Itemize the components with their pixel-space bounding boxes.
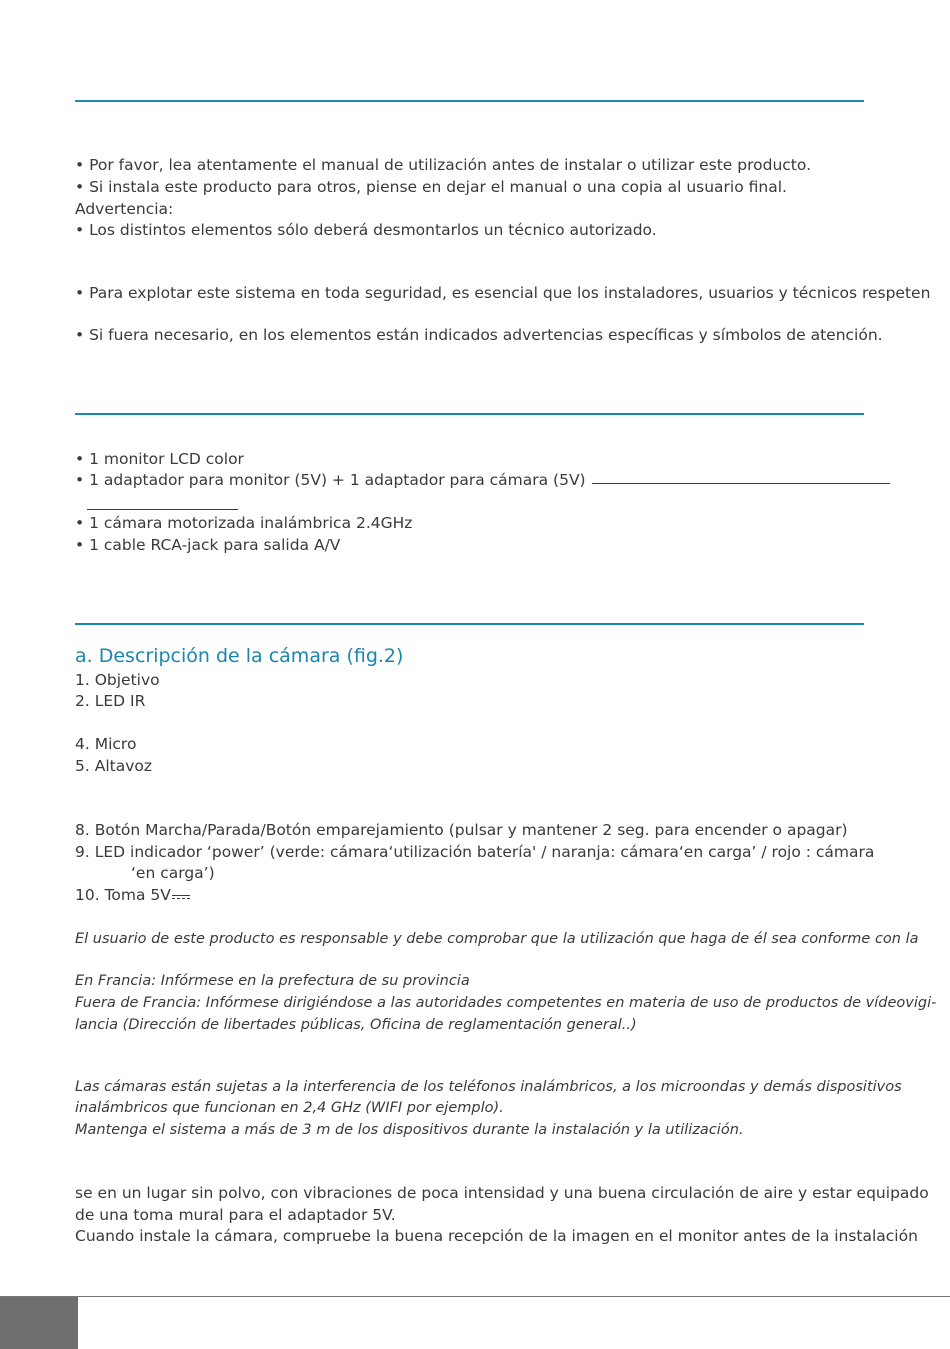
item-power-button: 8. Botón Marcha/Parada/Botón emparejamiento (pulsar y mantener 2 seg. para encender o apagar) (75, 821, 848, 839)
page-number-tab (0, 1297, 78, 1349)
note-interference-cont: inalámbricos que funcionan en 2,4 GHz (WIFI por ejemplo). (75, 1100, 504, 1116)
item-altavoz: 5. Altavoz (75, 757, 152, 775)
section-rule-1 (75, 100, 864, 102)
note-interference: Las cámaras están sujetas a la interferencia de los teléfonos inalámbricos, a los microondas y demás dispositivos (75, 1079, 902, 1095)
bullet-read-manual: • Por favor, lea atentamente el manual de utilización antes de instalar o utilizar este producto. (75, 156, 812, 174)
contents-adapters: • 1 adaptador para monitor (5V) + 1 adaptador para cámara (5V) (75, 470, 890, 490)
item-objetivo: 1. Objetivo (75, 671, 160, 689)
bullet-technician: • Los distintos elementos sólo deberá desmontarlos un técnico autorizado. (75, 221, 657, 239)
item-toma: 10. Toma 5V (75, 885, 190, 905)
camera-description-heading: a. Descripción de la cámara (fig.2) (75, 645, 404, 667)
bullet-symbols: • Si fuera necesario, en los elementos están indicados advertencias específicas y símbolos de atención. (75, 326, 883, 344)
contents-camera: • 1 cámara motorizada inalámbrica 2.4GHz (75, 514, 413, 532)
section-rule-2 (75, 413, 864, 415)
item-micro: 4. Micro (75, 735, 137, 753)
note-distance: Mantenga el sistema a más de 3 m de los dispositivos durante la instalación y la utilización. (75, 1122, 744, 1138)
item-led-ir: 2. LED IR (75, 692, 146, 710)
note-outside-france: Fuera de Francia: Infórmese dirigiéndose a las autoridades competentes en materia de uso de productos de vídeovigi- (75, 995, 937, 1011)
note-responsibility: El usuario de este producto es responsable y debe comprobar que la utilización que haga de él sea conforme con la (75, 931, 919, 947)
underline-blank-short (87, 509, 238, 510)
bullet-leave-manual: • Si instala este producto para otros, piense en dejar el manual o una copia al usuario final. (75, 178, 787, 196)
install-location: se en un lugar sin polvo, con vibraciones de poca intensidad y una buena circulación de aire y estar equipado (75, 1184, 929, 1202)
item-led-indicator: 9. LED indicador ‘power’ (verde: cámara ‘utilización batería' / naranja: cámara ‘en carga’ / rojo : cámara (75, 843, 875, 861)
bullet-safety: • Para explotar este sistema en toda seguridad, es esencial que los instaladores, usuarios y técnicos respeten (75, 284, 931, 302)
contents-monitor: • 1 monitor LCD color (75, 450, 244, 468)
note-outside-france-cont: lancia (Dirección de libertades públicas, Oficina de reglamentación general..) (75, 1017, 637, 1033)
contents-cable: • 1 cable RCA-jack para salida A/V (75, 536, 341, 554)
install-location-cont: de una toma mural para el adaptador 5V. (75, 1206, 396, 1224)
dc-symbol-icon (172, 895, 190, 902)
install-check: Cuando instale la cámara, compruebe la buena recepción de la imagen en el monitor antes de la instalación (75, 1227, 918, 1245)
note-france: En Francia: Infórmese en la prefectura de su provincia (75, 973, 470, 989)
section-rule-3 (75, 623, 864, 625)
warning-label: Advertencia: (75, 200, 174, 218)
footer-rule (0, 1296, 950, 1297)
underline-blank (592, 470, 890, 484)
item-led-indicator-cont: ‘en carga’) (131, 864, 215, 882)
